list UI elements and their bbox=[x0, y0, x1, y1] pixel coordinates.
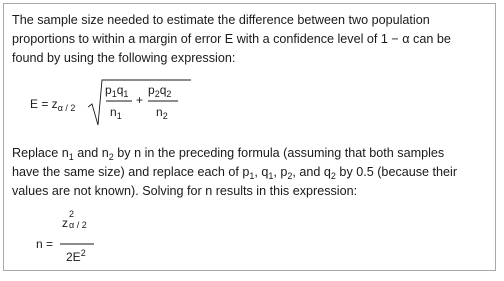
n-numerator: z 2 α / 2 bbox=[62, 209, 87, 230]
formula-lhs: $E = z_{\alpha / 2}$ bbox=[30, 97, 76, 113]
term1-denominator: $n_1$ bbox=[110, 105, 122, 121]
n-lhs: n = bbox=[36, 237, 54, 251]
term1-numerator: $p_1q_1$ bbox=[105, 83, 129, 99]
sample-size-formula bbox=[4, 4, 494, 272]
n-denominator: $2E^2$ bbox=[66, 248, 86, 264]
intro-line-1: The sample size needed to estimate the difference between two population bbox=[12, 13, 430, 27]
z-subscript: α / 2 bbox=[57, 103, 76, 113]
plus-sign: + bbox=[136, 93, 144, 107]
z-subscript-n: α / 2 bbox=[69, 220, 87, 230]
intro-line-2: proportions to within a margin of error E with a confidence level of 1 − α can be bbox=[12, 32, 451, 46]
content-panel bbox=[3, 3, 496, 271]
term2-denominator: $n_2$ bbox=[156, 105, 168, 121]
replace-line-2: have the same size) and replace each of $p_1$, $q_1$, $p_2$, and $q_2$ by 0.5 (because their bbox=[12, 165, 458, 181]
intro-line-3: found by using the following expression: bbox=[12, 51, 236, 65]
replace-line-3: values are not known). Solving for n results in this expression: bbox=[12, 184, 358, 198]
replace-line-1: Replace $n_1$ and $n_2$ by n in the preceding formula (assuming that both samples bbox=[12, 146, 445, 162]
z-superscript: 2 bbox=[69, 209, 75, 219]
term2-numerator: $p_2q_2$ bbox=[148, 83, 172, 99]
